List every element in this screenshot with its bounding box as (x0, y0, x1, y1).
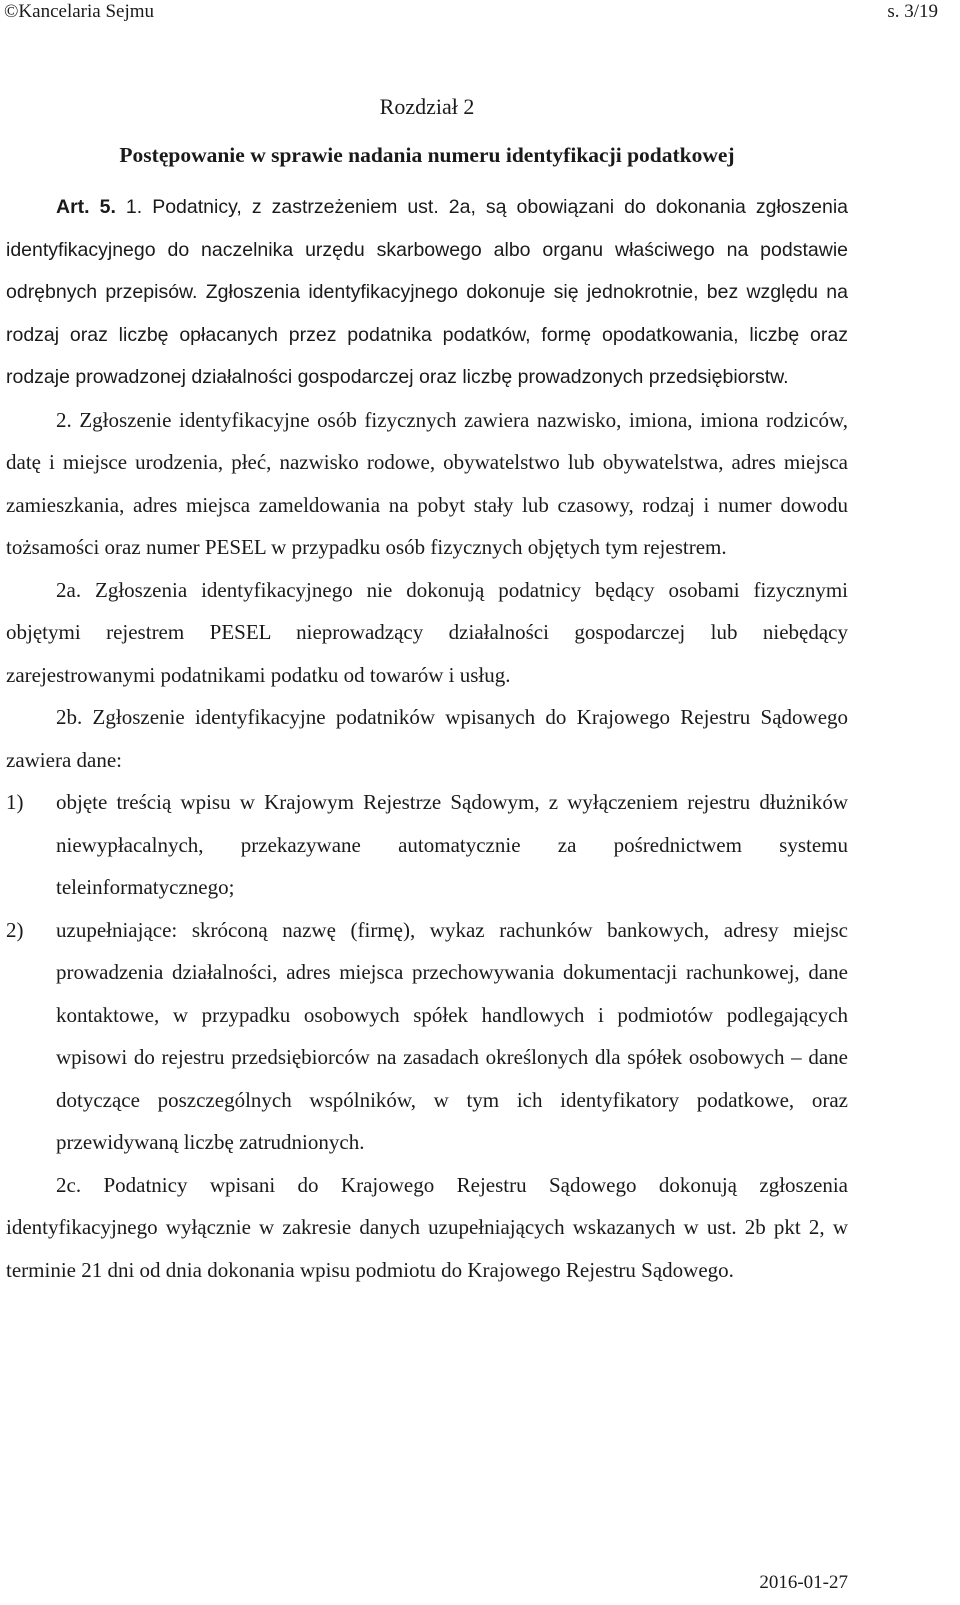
article-5-paragraph-2c (6, 1164, 848, 1292)
article-5-paragraph-2 (6, 399, 848, 569)
list-item-text: objęte treścią wpisu w Krajowym Rejestrze Sądowym, z wyłączeniem rejestru dłużników niewypłacalnych, przekazywane automatycznie za pośrednictwem systemu teleinformatycznego; (56, 790, 848, 899)
article-label: Art. 5. (56, 196, 116, 218)
paragraph-number: 2b. (56, 705, 83, 729)
paragraph-text-continued: Zgłoszenia identyfikacyjnego dokonuje się jednokrotnie, bez względu na rodzaj oraz liczbę opłacanych przez podatnika podatków, formę opodatkowania, liczbę oraz rodzaje prowadzonej działalności gospodarczej oraz liczbę prowadzonych przedsiębiorstw. (6, 281, 848, 388)
list-item-text: uzupełniające: skróconą nazwę (firmę), wykaz rachunków bankowych, adresy miejsc prowadzenia działalności, adres miejsca przechowywania dokumentacji rachunkowej, dane kontaktowe, w przypadku osobowych spółek handlowych i podmiotów podlegających wpisowi do rejestru przedsiębiorców na zasadach określonych dla spółek osobowych – dane dotyczące poszczególnych wspólników, w tym ich identyfikatory podatkowe, oraz przewidywaną liczbę zatrudnionych. (56, 917, 848, 1154)
list-item (6, 781, 848, 909)
list-item-number: 2) (6, 917, 24, 942)
paragraph-number: 2a. (56, 577, 82, 602)
page-header (0, 0, 960, 28)
article-5-paragraph-2a (6, 569, 848, 697)
paragraph-text: Zgłoszenie identyfikacyjne osób fizycznych zawiera nazwisko, imiona, imiona rodziców, datę i miejsce urodzenia, płeć, nazwisko rodowe, obywatelstwo lub obywatelstwa, adres miejsca zamieszkania, adres miejsca zameldowania na pobyt stały lub czasowy, rodzaj i numer dowodu tożsamości oraz numer PESEL w przypadku osób fizycznych objętych tym rejestrem. (6, 407, 849, 559)
article-5-paragraph-2b (6, 696, 848, 781)
paragraph-number: 2c. (56, 1172, 82, 1197)
paragraph-number: 2. (56, 407, 72, 432)
paragraph-text: Podatnicy wpisani do Krajowego Rejestru Sądowego dokonują zgłoszenia identyfikacyjnego wyłącznie w zakresie danych uzupełniających wskazanych w ust. 2b pkt 2, w terminie 21 dni od dnia dokonania wpisu podmiotu do Krajowego Rejestru Sądowego. (6, 1172, 849, 1282)
chapter-label: Rozdział 2 (379, 94, 475, 119)
paragraph-text: Podatnicy, z zastrzeżeniem ust. 2a, są obowiązani do dokonania zgłoszenia identyfikacyjnego do naczelnika urzędu skarbowego albo organu właściwego na podstawie odrębnych przepisów. (6, 196, 849, 303)
list-item (6, 909, 848, 1164)
paragraph-number: 1. (125, 196, 143, 218)
document-date: 2016-01-27 (759, 1572, 848, 1593)
paragraph-text: Zgłoszenia identyfikacyjnego nie dokonują podatnicy będący osobami fizycznymi objętymi rejestrem PESEL nieprowadzący działalności gospodarczej lub niebędący zarejestrowanymi podatnikami podatku od towarów i usług. (6, 577, 849, 687)
list-item-number: 1) (6, 790, 24, 814)
chapter-title: Postępowanie w sprawie nadania numeru identyfikacji podatkowej (119, 143, 735, 167)
page-number: s. 3/19 (887, 1, 938, 22)
paragraph-text: Zgłoszenie identyfikacyjne podatników wpisanych do Krajowego Rejestru Sądowego zawiera dane: (6, 705, 849, 772)
article-5-paragraph-1 (6, 186, 848, 399)
document-body (6, 86, 848, 1291)
copyright-notice: ©Kancelaria Sejmu (4, 1, 155, 22)
